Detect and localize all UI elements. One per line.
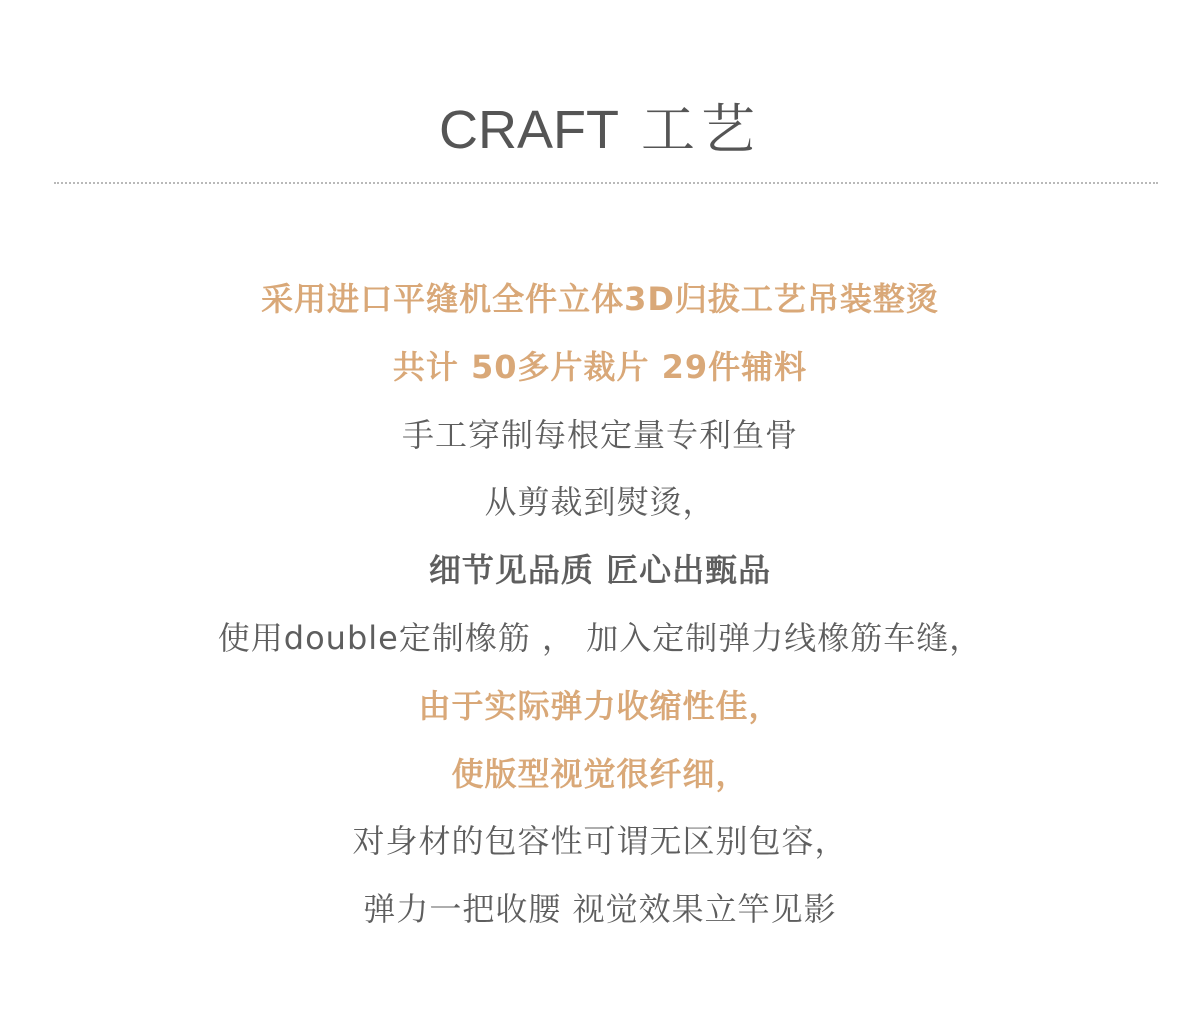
- line-inclusive: 对身材的包容性可谓无区别包容，: [352, 822, 848, 861]
- line-fishbone: 手工穿制每根定量专利鱼骨: [401, 415, 798, 454]
- line-waist: 弹力一把收腰 视觉效果立竿见影: [363, 890, 837, 929]
- craft-description: [0, 266, 1200, 944]
- line-pieces-count: 共计 50多片裁片 29件辅料: [392, 347, 808, 386]
- line-elastic: 使用double定制橡筋 ， 加入定制弹力线橡筋车缝，: [217, 618, 983, 657]
- line-slim-fit: 使版型视觉很纤细，: [451, 754, 749, 793]
- line-elasticity: 由于实际弹力收缩性佳，: [418, 686, 782, 725]
- title-cn: 工艺: [640, 98, 761, 161]
- dotted-divider: [54, 182, 1158, 184]
- line-cut-to-iron: 从剪裁到熨烫，: [484, 483, 716, 522]
- title-en: CRAFT: [439, 100, 619, 160]
- line-quality: 细节见品质 匠心出甄品: [428, 551, 772, 590]
- line-machine-process: 采用进口平缝机全件立体3D归拔工艺吊装整烫: [261, 280, 939, 318]
- page-title: [0, 90, 1200, 170]
